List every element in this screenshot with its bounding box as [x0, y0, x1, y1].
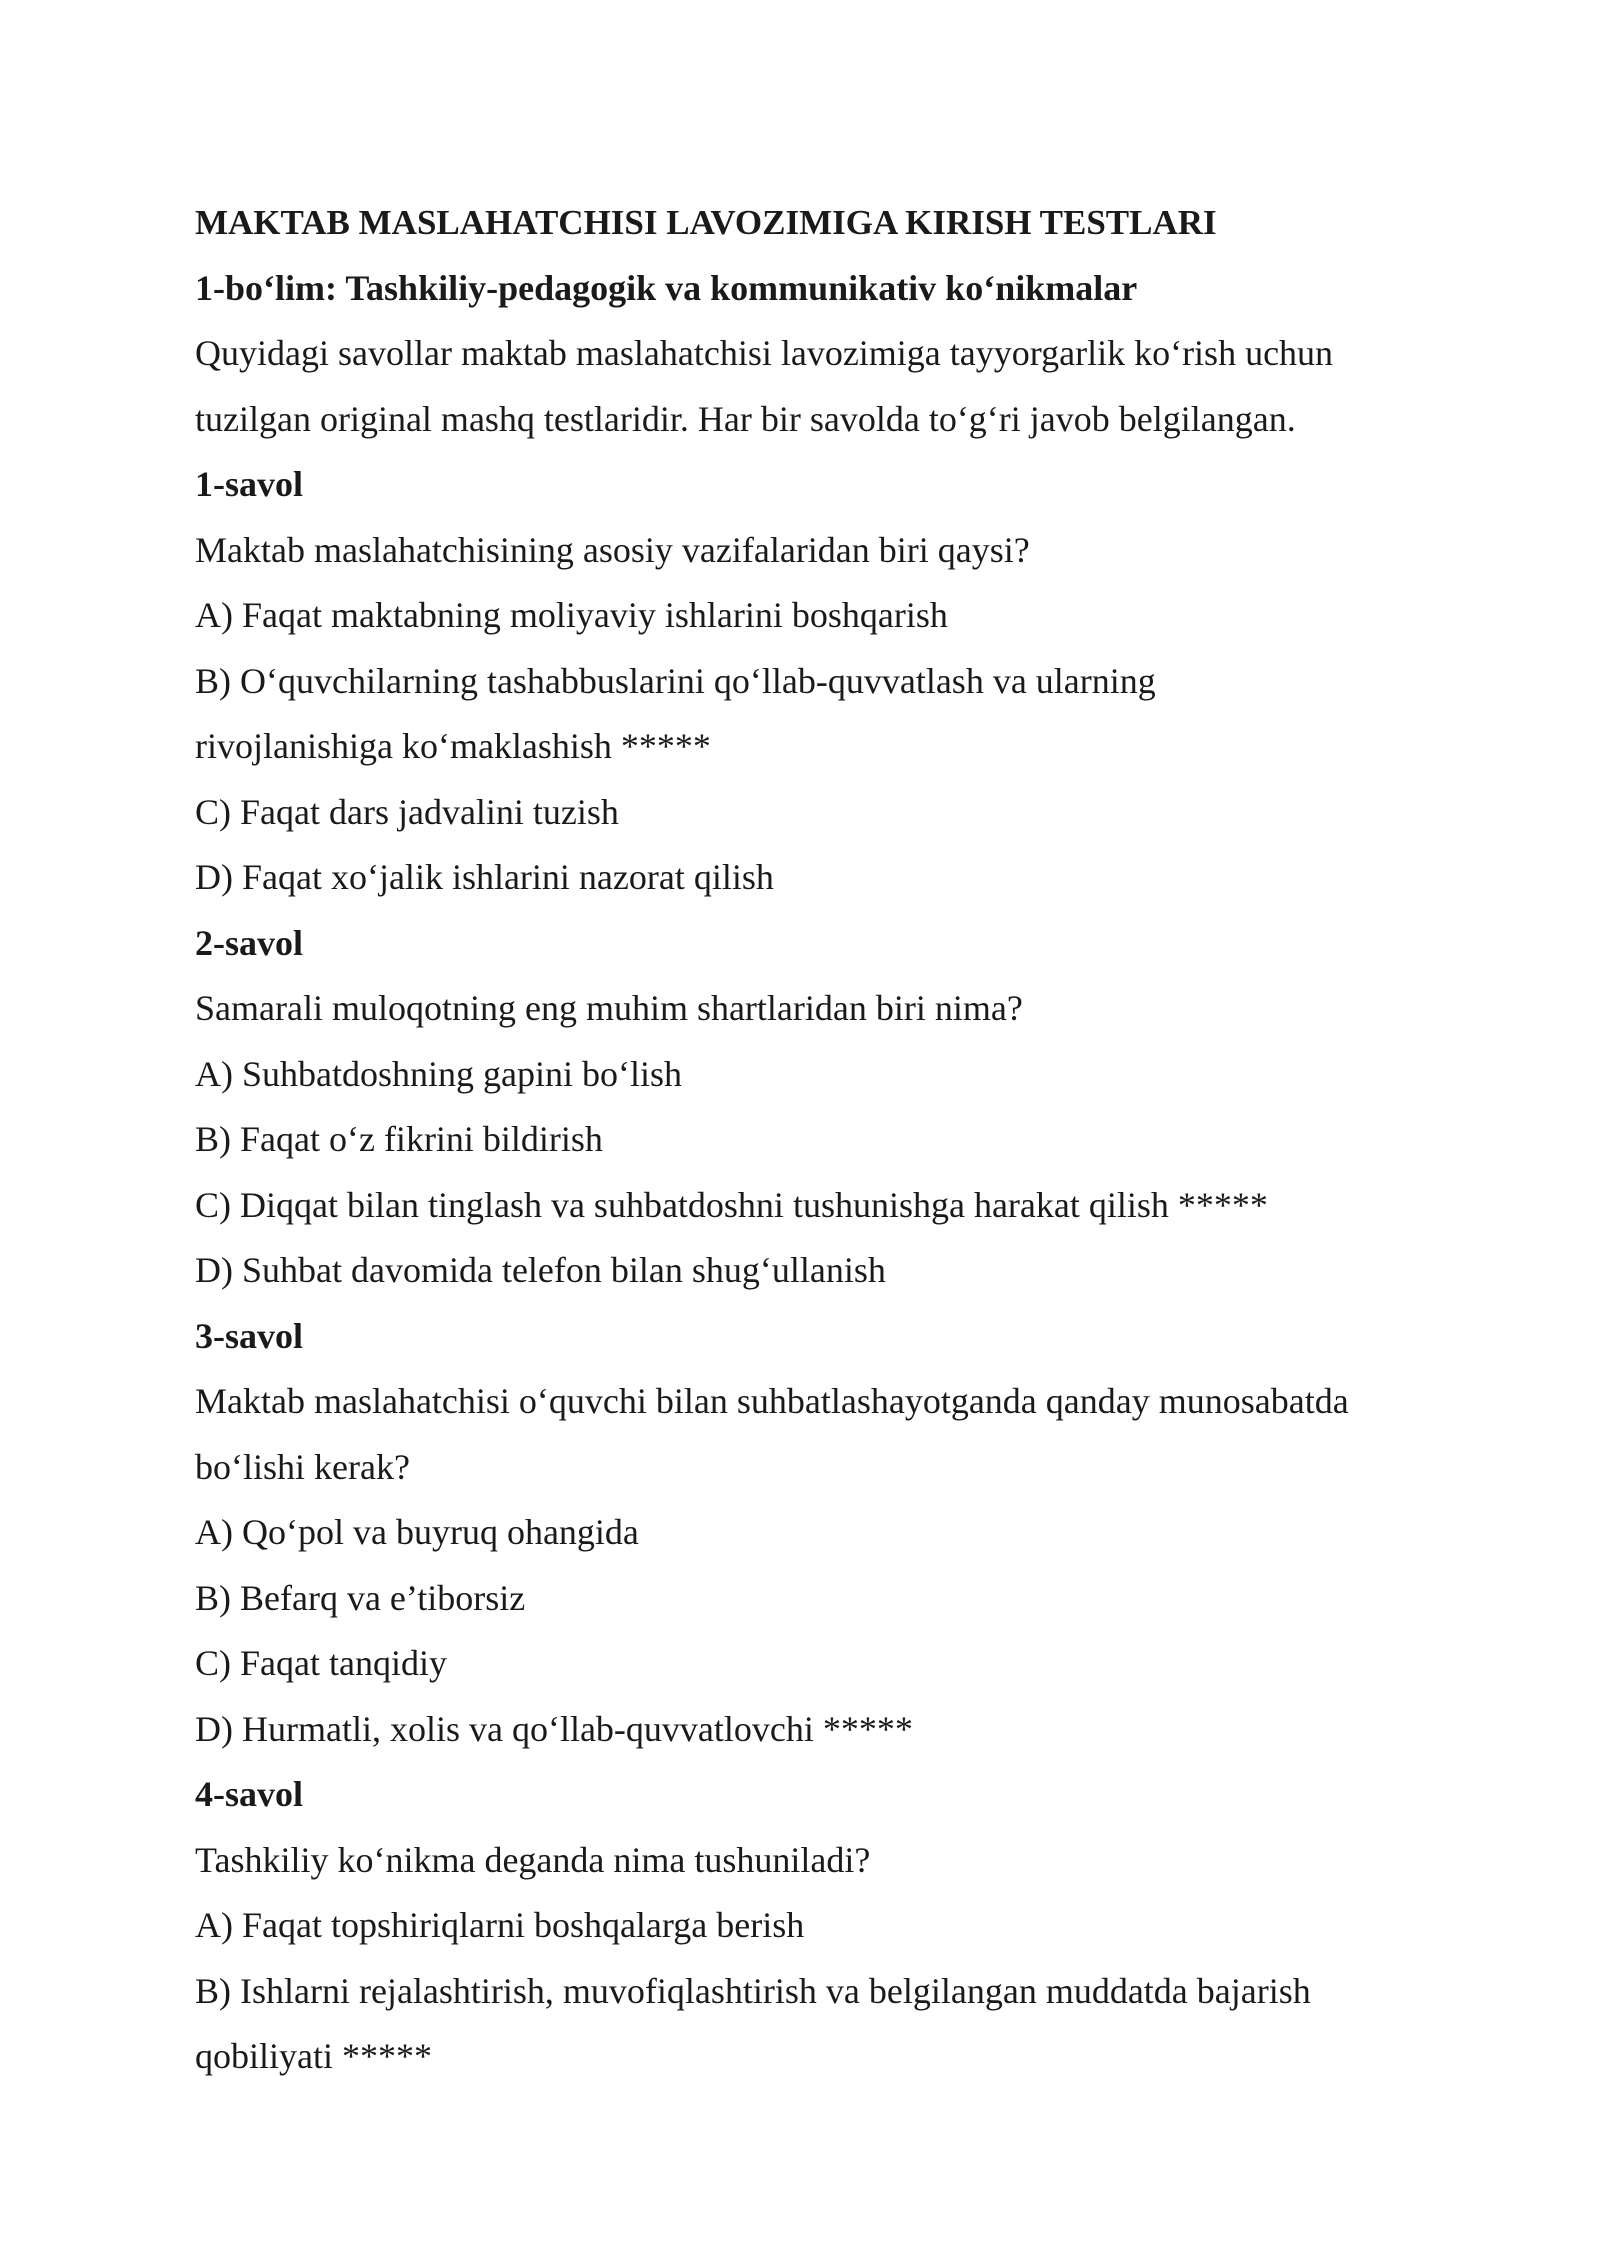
answer-option: C) Diqqat bilan tinglash va suhbatdoshni tushunishga harakat qilish ***** — [195, 1184, 1268, 1225]
section-heading: 1-bo‘lim: Tashkiliy-pedagogik va kommunikativ ko‘nikmalar — [195, 267, 1138, 308]
answer-option-continuation: qobiliyati ***** — [195, 2036, 432, 2076]
answer-option: D) Hurmatli, xolis va qo‘llab-quvvatlovchi ***** — [195, 1708, 913, 1749]
answer-option: D) Suhbat davomida telefon bilan shug‘ullanish — [195, 1250, 886, 1290]
question-label: 1-savol — [195, 464, 303, 504]
answer-option: B) O‘quvchilarning tashabbuslarini qo‘llab-quvvatlash va ularning — [195, 660, 1156, 701]
answer-option: D) Faqat xo‘jalik ishlarini nazorat qilish — [195, 857, 774, 897]
intro-line: tuzilgan original mashq testlaridir. Har bir savolda to‘g‘ri javob belgilangan. — [195, 398, 1296, 439]
answer-option: B) Befarq va e’tiborsiz — [195, 1577, 526, 1618]
answer-option: C) Faqat tanqidiy — [195, 1643, 447, 1683]
answer-option: A) Suhbatdoshning gapini bo‘lish — [195, 1053, 682, 1094]
answer-option: A) Faqat maktabning moliyaviy ishlarini boshqarish — [195, 595, 948, 635]
question-label: 3-savol — [195, 1315, 303, 1356]
answer-option: B) Faqat o‘z fikrini bildirish — [195, 1119, 603, 1159]
answer-option: A) Qo‘pol va buyruq ohangida — [195, 1512, 639, 1552]
question-label: 2-savol — [195, 922, 303, 963]
question-text: Maktab maslahatchisining asosiy vazifalaridan biri qaysi? — [195, 529, 1030, 570]
intro-line: Quyidagi savollar maktab maslahatchisi lavozimiga tayyorgarlik ko‘rish uchun — [195, 333, 1334, 373]
answer-option: A) Faqat topshiriqlarni boshqalarga berish — [195, 1905, 805, 1945]
answer-option: C) Faqat dars jadvalini tuzish — [195, 791, 619, 832]
question-text: Samarali muloqotning eng muhim shartlaridan biri nima? — [195, 988, 1023, 1028]
question-text: Tashkiliy ko‘nikma deganda nima tushuniladi? — [195, 1839, 871, 1880]
question-text-continuation: bo‘lishi kerak? — [195, 1446, 410, 1487]
answer-option-continuation: rivojlanishiga ko‘maklashish ***** — [195, 726, 711, 766]
question-label: 4-savol — [195, 1774, 303, 1814]
question-text: Maktab maslahatchisi o‘quvchi bilan suhbatlashayotganda qanday munosabatda — [195, 1381, 1349, 1421]
answer-option: B) Ishlarni rejalashtirish, muvofiqlashtirish va belgilangan muddatda bajarish — [195, 1970, 1311, 2011]
document-title: MAKTAB MASLAHATCHISI LAVOZIMIGA KIRISH TESTLARI — [195, 203, 1217, 242]
